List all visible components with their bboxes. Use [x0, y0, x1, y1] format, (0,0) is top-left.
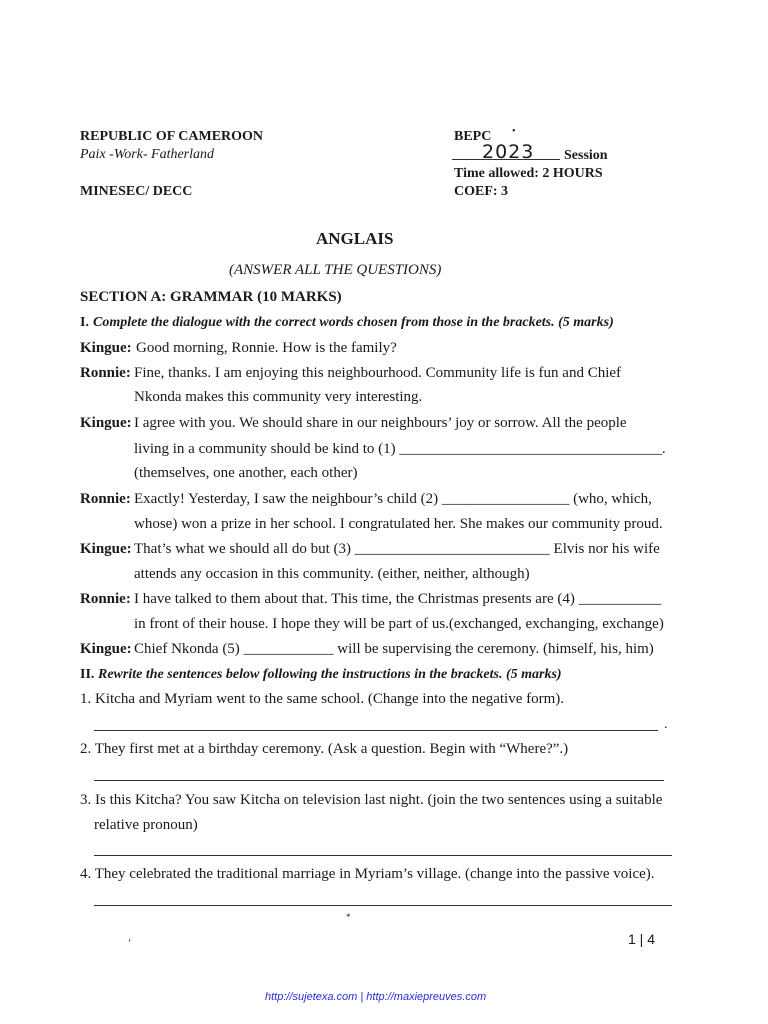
speck-mark: ‘ — [128, 938, 132, 949]
dialogue-speaker: Ronnie: — [80, 591, 131, 607]
exam-name: BEPC — [454, 129, 492, 144]
handwritten-year: 2023 — [482, 141, 535, 163]
dialogue-speaker: Kingue: — [80, 415, 132, 431]
dialogue-line: I agree with you. We should share in our neighbours’ joy or sorrow. All the people — [134, 415, 627, 431]
page-subtitle: (ANSWER ALL THE QUESTIONS) — [229, 262, 442, 278]
dialogue-line: I have talked to them about that. This time, the Christmas presents are (4) ___________ — [134, 591, 662, 607]
time-allowed: Time allowed: 2 HOURS — [454, 166, 603, 181]
ministry-name: MINESEC/ DECC — [80, 184, 193, 199]
dialogue-line: (themselves, one another, each other) — [134, 465, 358, 481]
dialogue-line: in front of their house. I hope they will be part of us.(exchanged, exchanging, exchange) — [134, 616, 664, 632]
dialogue-line: Good morning, Ronnie. How is the family? — [136, 340, 397, 356]
dialogue-speaker: Ronnie: — [80, 365, 131, 381]
rewrite-question-continued: relative pronoun) — [94, 817, 198, 833]
speck-mark: * — [346, 912, 351, 922]
rewrite-question: 2. They first met at a birthday ceremony. (Ask a question. Begin with “Where?”.) — [80, 741, 569, 757]
dialogue-line: living in a community should be kind to (1) ___________________________________. — [134, 441, 666, 457]
dialogue-line: Chief Nkonda (5) ____________ will be supervising the ceremony. (himself, his, him) — [134, 641, 654, 657]
page-number: 1 | 4 — [628, 931, 655, 947]
speck-mark: • — [512, 126, 516, 137]
part-two-number: II. — [80, 667, 95, 682]
answer-line — [94, 905, 672, 906]
part-two-instruction: Rewrite the sentences below following the instructions in the brackets. (5 marks) — [98, 667, 562, 682]
dialogue-line: attends any occasion in this community. (either, neither, although) — [134, 566, 530, 582]
dialogue-speaker: Kingue: — [80, 641, 132, 657]
answer-line-dot: . — [664, 717, 668, 732]
rewrite-question: 3. Is this Kitcha? You saw Kitcha on television last night. (join the two sentences using a suitable — [80, 792, 663, 808]
dialogue-line: Exactly! Yesterday, I saw the neighbour’s child (2) _________________ (who, which, — [134, 491, 652, 507]
part-one-number: I. — [80, 315, 89, 330]
answer-line — [94, 855, 672, 856]
answer-line — [94, 730, 658, 731]
national-motto: Paix -Work- Fatherland — [80, 147, 215, 162]
coefficient: COEF: 3 — [454, 184, 509, 199]
footer-links[interactable]: http://sujetexa.com | http://maxiepreuves.com — [265, 991, 487, 1003]
answer-line — [94, 780, 664, 781]
dialogue-line: Fine, thanks. I am enjoying this neighbourhood. Community life is fun and Chief — [134, 365, 622, 381]
dialogue-line: That’s what we should all do but (3) __________________________ Elvis nor his wife — [134, 541, 660, 557]
dialogue-line: whose) won a prize in her school. I congratulated her. She makes our community proud. — [134, 516, 663, 532]
dialogue-speaker: Ronnie: — [80, 491, 131, 507]
country-name: REPUBLIC OF CAMEROON — [80, 129, 264, 144]
section-heading: SECTION A: GRAMMAR (10 MARKS) — [80, 289, 342, 305]
dialogue-speaker: Kingue: — [80, 340, 132, 356]
rewrite-question: 1. Kitcha and Myriam went to the same school. (Change into the negative form). — [80, 691, 565, 707]
session-label: Session — [564, 148, 608, 163]
rewrite-question: 4. They celebrated the traditional marriage in Myriam’s village. (change into the passive voice). — [80, 866, 655, 882]
page-title: ANGLAIS — [316, 229, 394, 248]
dialogue-line: Nkonda makes this community very interesting. — [134, 389, 423, 405]
dialogue-speaker: Kingue: — [80, 541, 132, 557]
part-one-instruction: Complete the dialogue with the correct words chosen from those in the brackets. (5 marks) — [93, 315, 614, 330]
